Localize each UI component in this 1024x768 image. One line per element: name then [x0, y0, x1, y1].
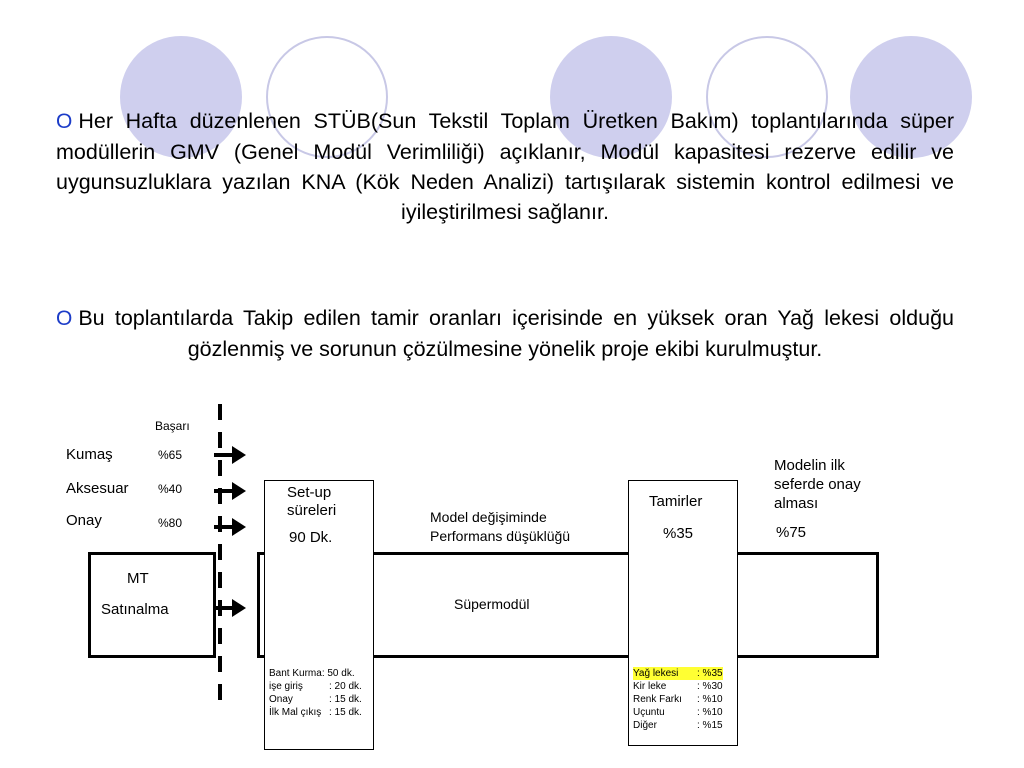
repair-detail-key: Uçuntu: [633, 707, 665, 718]
setup-box: [264, 480, 374, 750]
input-label-kumas: Kumaş: [66, 446, 113, 463]
arrow-right-icon: [214, 525, 234, 529]
repair-detail-row: [633, 693, 723, 706]
onay-ilk-line2: seferde onay: [774, 476, 861, 493]
repair-detail-value: : %30: [697, 681, 723, 692]
tamirler-box: [628, 480, 738, 746]
input-value-onay: %80: [158, 516, 183, 530]
setup-detail-row: [269, 680, 362, 693]
setup-title-line1: Set-up: [287, 484, 332, 501]
paragraph-2: [56, 303, 954, 364]
repair-detail-key: Diğer: [633, 720, 657, 731]
paragraph-1: [56, 106, 954, 227]
dashed-line-segment: [218, 516, 222, 532]
repair-detail-key: Kir leke: [633, 681, 667, 692]
repair-detail-row: [633, 719, 723, 732]
mt-satinalma-box: [88, 552, 216, 658]
dashed-line-segment: [218, 460, 222, 476]
setup-value: 90 Dk.: [289, 529, 333, 546]
setup-detail-row: [269, 667, 362, 680]
arrow-right-icon: [214, 453, 234, 457]
mt-label: MT: [127, 570, 149, 587]
dashed-line-segment: [218, 628, 222, 644]
tamirler-value: %35: [663, 525, 694, 542]
bullet-icon: O: [56, 307, 73, 330]
dashed-line-segment: [218, 656, 222, 672]
input-value-aksesuar: %40: [158, 482, 183, 496]
repair-detail-key: Renk Farkı: [633, 694, 682, 705]
repair-detail-key: Yağ lekesi: [633, 668, 679, 679]
setup-detail-key: Bant Kurma: [269, 668, 322, 679]
repair-details: [633, 667, 723, 732]
dashed-line-segment: [218, 432, 222, 448]
repair-detail-row: [633, 680, 723, 693]
repair-detail-value: : %35: [697, 668, 723, 679]
repair-detail-value: : %10: [697, 694, 723, 705]
input-label-onay: Onay: [66, 512, 102, 529]
repair-detail-value: : %10: [697, 707, 723, 718]
setup-detail-value: : 50 dk.: [321, 668, 355, 679]
onay-ilk-value: %75: [776, 524, 807, 541]
paragraph-2-text: Bu toplantılarda Takip edilen tamir oranları içerisinde en yüksek oran Yağ lekesi olduğu gözlenmiş ve sorunun çözülmesine yönelik proje ekibi kurulmuştur.: [78, 306, 954, 361]
dashed-line-segment: [218, 544, 222, 560]
setup-title-line2: süreleri: [287, 502, 337, 519]
input-label-aksesuar: Aksesuar: [66, 480, 129, 497]
supermodule-label: Süpermodül: [454, 596, 530, 612]
supermodule-diagram: [62, 398, 890, 754]
repair-detail-row-highlight: [633, 667, 723, 680]
onay-ilk-line3: alması: [774, 495, 819, 512]
setup-detail-value: : 15 dk.: [329, 694, 362, 705]
setup-detail-key: İlk Mal çıkış: [269, 707, 322, 718]
arrow-right-icon: [214, 489, 234, 493]
paragraph-1-text: Her Hafta düzenlenen STÜB(Sun Tekstil Toplam Üretken Bakım) toplantılarında süper modüllerin GMV (Genel Modül Verimliliği) açıklanır, Modül kapasitesi rezerve edilir ve uygunsuzluklara yazılan KNA (Kök Neden Analizi) tartışılarak sistemin kontrol edilmesi ve iyileştirilmesi sağlanır.: [56, 109, 954, 224]
setup-detail-value: : 20 dk.: [329, 681, 362, 692]
setup-detail-row: [269, 693, 362, 706]
setup-detail-key: Onay: [269, 694, 293, 705]
dashed-line-segment: [218, 572, 222, 588]
dashed-line-segment: [218, 404, 222, 420]
repair-detail-value: : %15: [697, 720, 723, 731]
setup-detail-key: işe giriş: [269, 681, 303, 692]
performance-line2: Performans düşüklüğü: [430, 528, 571, 544]
satinalma-label: Satınalma: [101, 601, 169, 618]
bullet-icon: O: [56, 110, 73, 133]
repair-detail-row: [633, 706, 723, 719]
setup-detail-row: [269, 706, 362, 719]
performance-line1: Model değişiminde: [430, 509, 547, 525]
dashed-line-segment: [218, 684, 222, 700]
setup-details: [269, 667, 362, 719]
input-value-kumas: %65: [158, 448, 183, 462]
arrow-right-icon: [214, 606, 234, 610]
onay-ilk-line1: Modelin ilk: [774, 457, 845, 474]
tamirler-title: Tamirler: [649, 493, 703, 510]
basari-header: Başarı: [155, 419, 190, 433]
setup-detail-value: : 15 dk.: [329, 707, 362, 718]
